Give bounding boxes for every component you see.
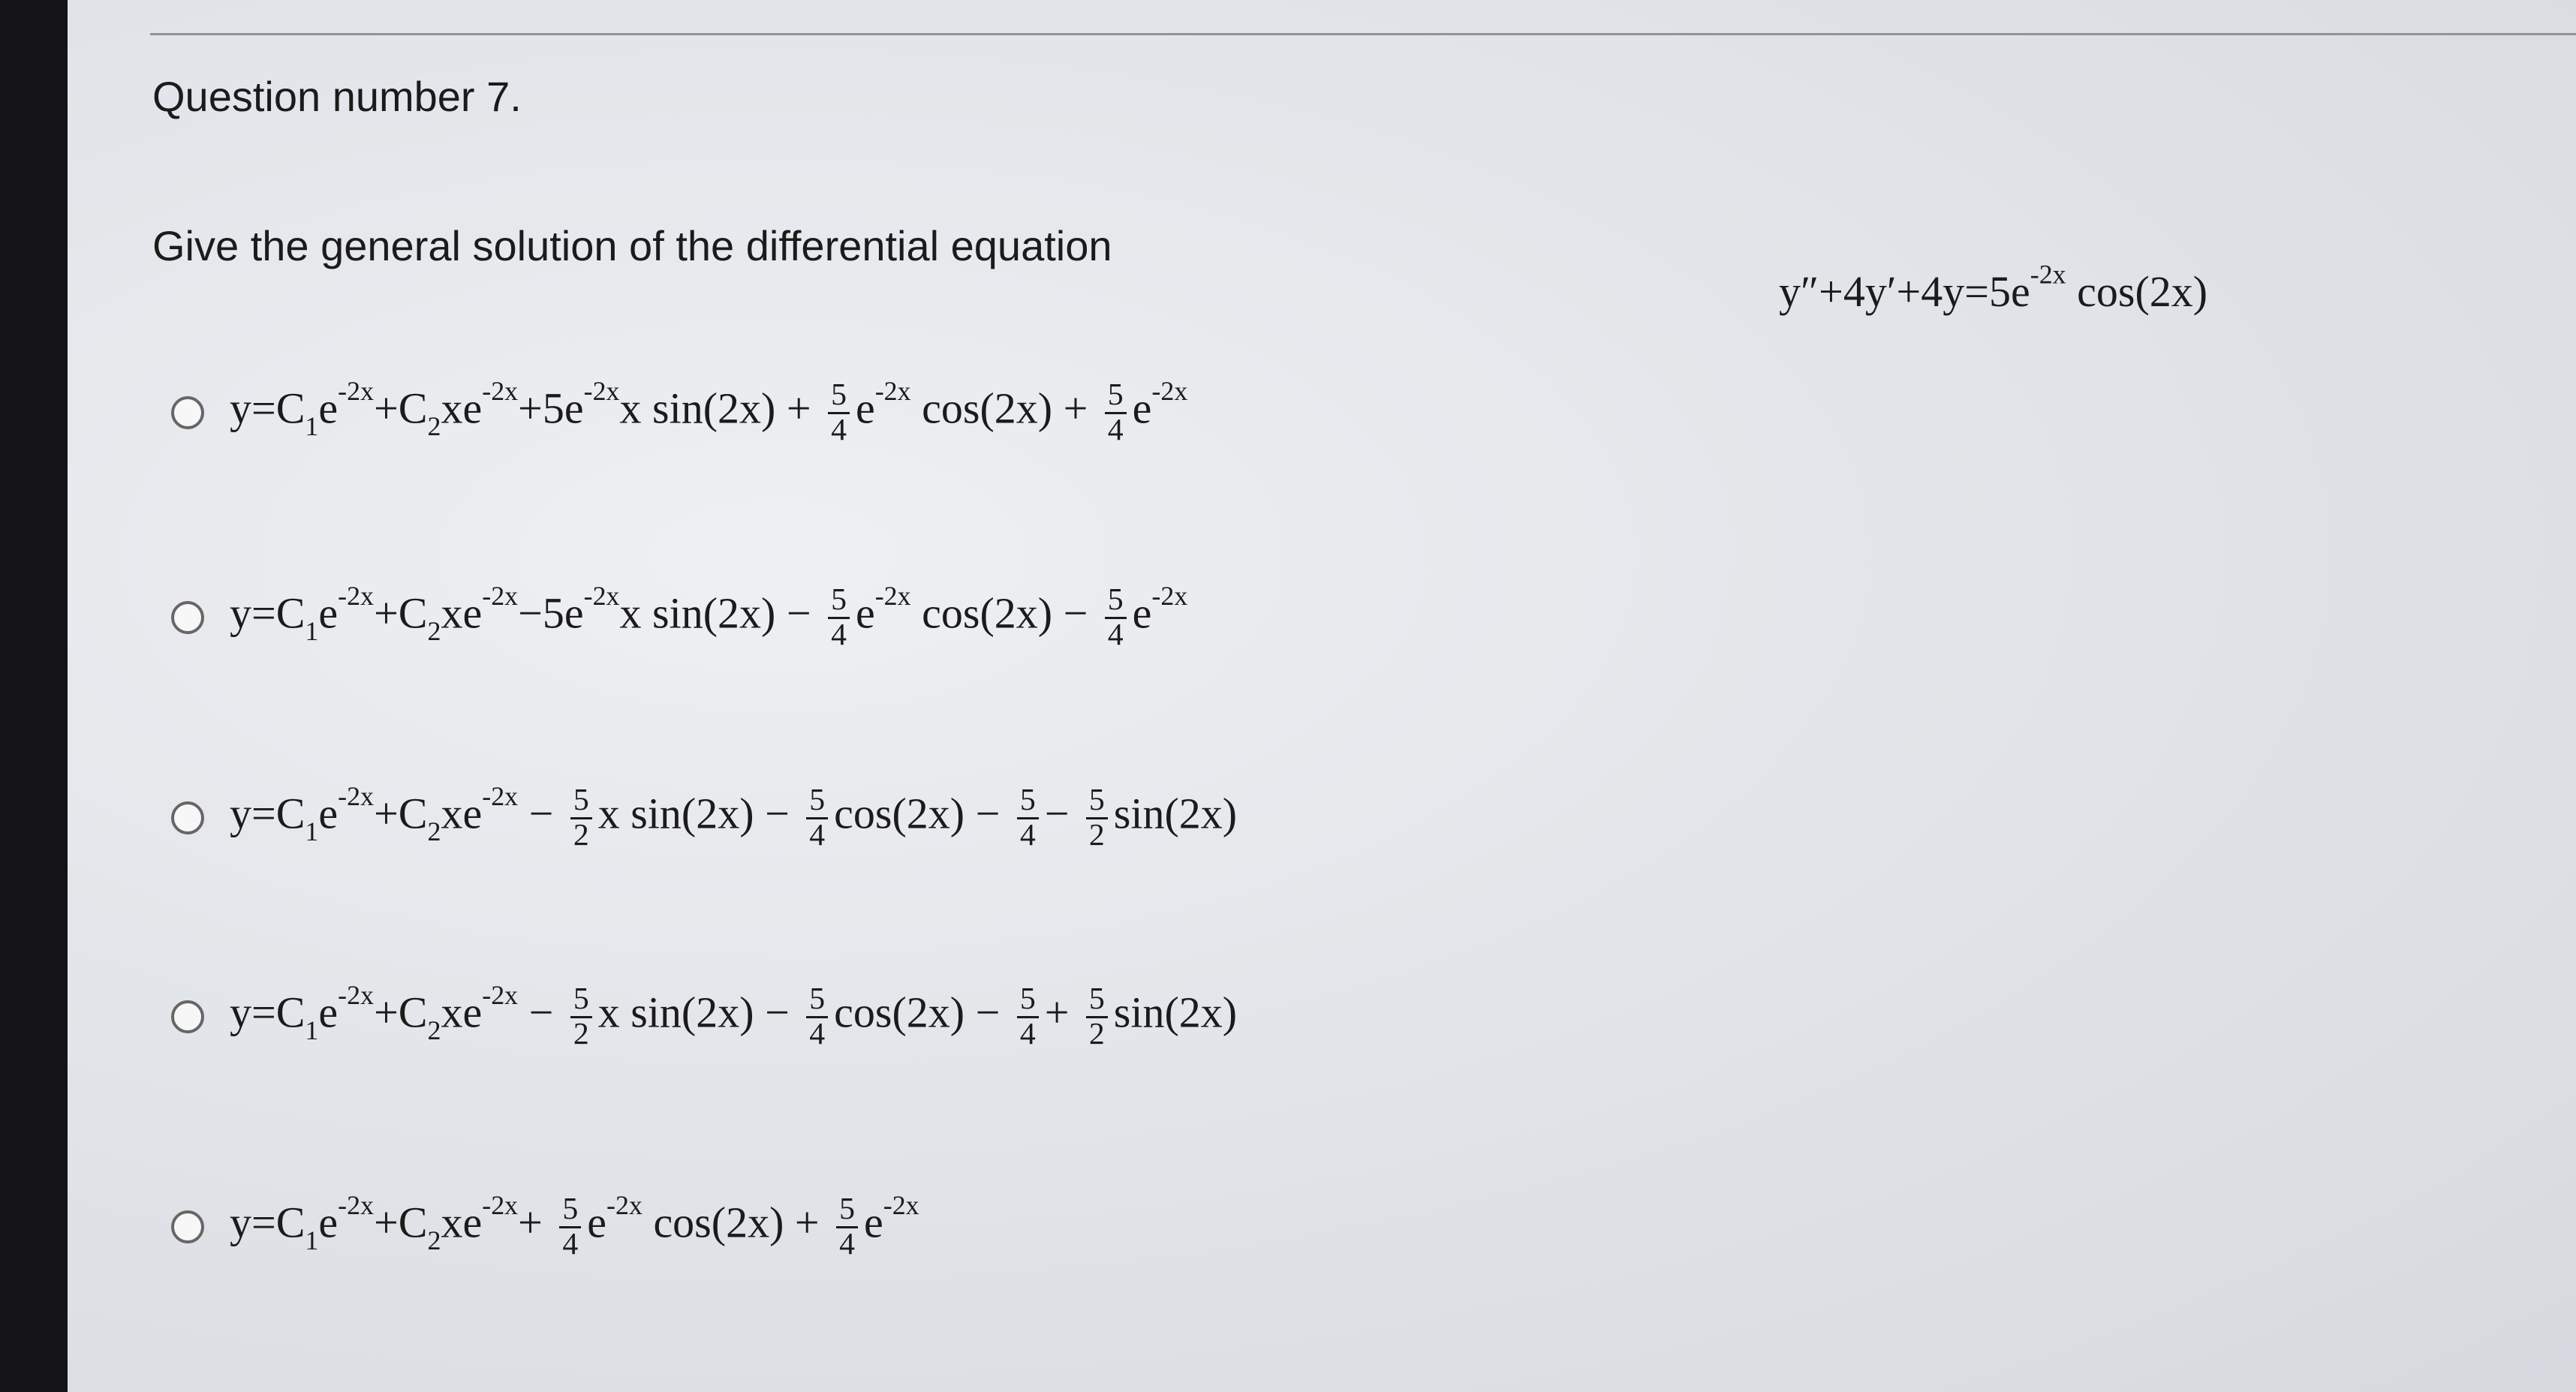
- differential-equation: [1779, 259, 2208, 317]
- choice-d-expression: $y=C_1e^{-2x}+C_2xe^{-2x}$ − $\frac{5}{2}$ x sin(2x) − $\frac{5}{4}$ cos(2x) − $\frac{5}{4}$ + $\frac{5}{2}$ sin(2x): [230, 980, 1238, 1051]
- fraction: $\frac{5}{4}$: [836, 1193, 858, 1261]
- fraction: $\frac{5}{4}$: [1105, 379, 1127, 447]
- screen-bezel: [0, 0, 68, 1392]
- question-number: Question number 7.: [152, 73, 522, 120]
- choice-b[interactable]: [171, 581, 1188, 652]
- question-prompt: Give the general solution of the differential equation: [152, 222, 1112, 269]
- choice-a[interactable]: [171, 376, 1188, 447]
- fraction: $\frac{5}{4}$: [1105, 584, 1127, 652]
- equation-rhs-tail: cos(2x): [2077, 267, 2208, 316]
- radio-button[interactable]: [171, 801, 204, 834]
- fraction: $\frac{5}{4}$: [806, 784, 828, 852]
- fraction: $\frac{5}{2}$: [570, 983, 592, 1051]
- choice-b-expression: $y=C_1e^{-2x}+C_2xe^{-2x}-5e^{-2x}x$ sin(2x) − $\frac{5}{4}$ $e^{-2x}$ cos(2x) − $\frac{5}{4}$ $e^{-2x}$: [230, 581, 1188, 652]
- divider-line: [150, 33, 2576, 35]
- equation-rhs: =5e: [1964, 267, 2030, 316]
- equation-lhs: y″+4y′+4y: [1779, 267, 1965, 316]
- choice-a-expression: $y=C_1e^{-2x}+C_2xe^{-2x}+5e^{-2x}x$ sin(2x) + $\frac{5}{4}$ $e^{-2x}$ cos(2x) + $\frac{5}{4}$ $e^{-2x}$: [230, 376, 1188, 447]
- choice-c[interactable]: [171, 781, 1238, 852]
- choice-e[interactable]: [171, 1190, 919, 1261]
- radio-button[interactable]: [171, 1210, 204, 1243]
- fraction: $\frac{5}{2}$: [1086, 983, 1108, 1051]
- choice-d[interactable]: [171, 980, 1238, 1051]
- fraction: $\frac{5}{4}$: [806, 983, 828, 1051]
- fraction: $\frac{5}{4}$: [1017, 784, 1039, 852]
- choice-e-expression: $y=C_1e^{-2x}+C_2xe^{-2x}+$ $\frac{5}{4}$ $e^{-2x}$ cos(2x) + $\frac{5}{4}$ $e^{-2x}$: [230, 1190, 919, 1261]
- radio-button[interactable]: [171, 1000, 204, 1033]
- radio-button[interactable]: [171, 601, 204, 634]
- equation-exponent: -2x: [2030, 259, 2066, 290]
- choice-c-expression: $y=C_1e^{-2x}+C_2xe^{-2x}$ − $\frac{5}{2}$ x sin(2x) − $\frac{5}{4}$ cos(2x) − $\frac{5}{4}$ − $\frac{5}{2}$ sin(2x): [230, 781, 1238, 852]
- fraction: $\frac{5}{4}$: [828, 379, 850, 447]
- radio-button[interactable]: [171, 396, 204, 429]
- fraction: $\frac{5}{4}$: [828, 584, 850, 652]
- fraction: $\frac{5}{4}$: [1017, 983, 1039, 1051]
- fraction: $\frac{5}{4}$: [559, 1193, 581, 1261]
- fraction: $\frac{5}{2}$: [1086, 784, 1108, 852]
- fraction: $\frac{5}{2}$: [570, 784, 592, 852]
